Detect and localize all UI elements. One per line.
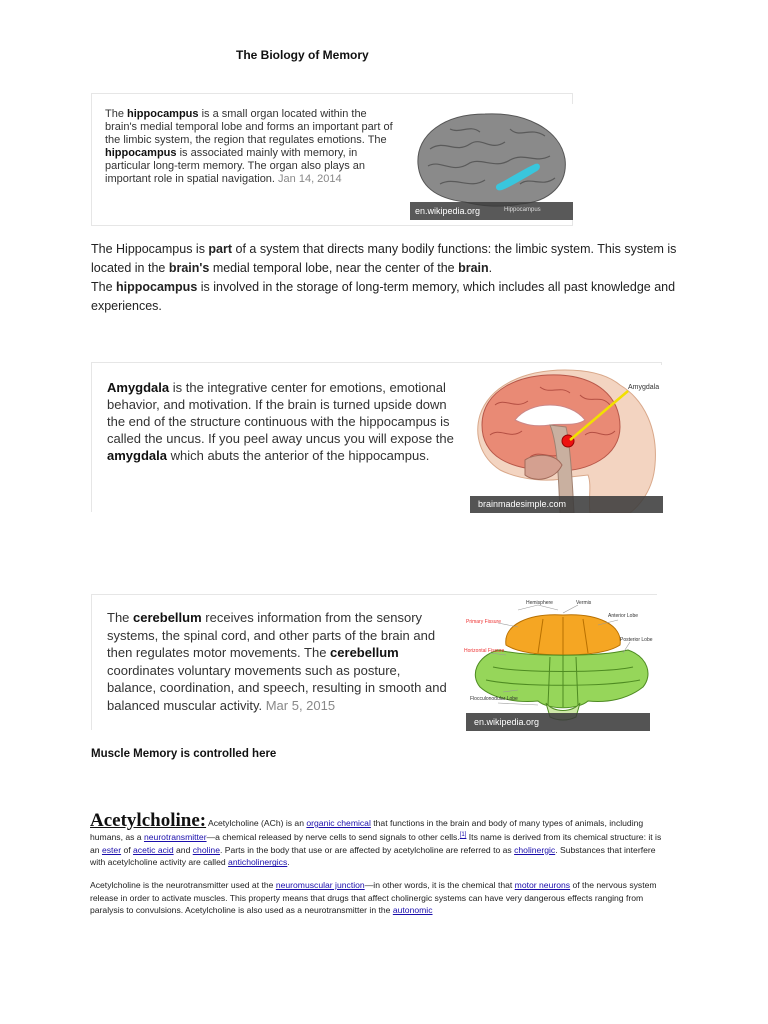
text-run: . Substances that interfere with acetylcholine activity are called [90, 844, 656, 868]
cerebellum-source-tag[interactable]: en.wikipedia.org [474, 717, 540, 727]
wiki-link[interactable]: choline [192, 844, 220, 855]
bold-term: part [208, 242, 233, 256]
text-run: The [107, 610, 134, 625]
bold-term: cerebellum [133, 610, 202, 625]
text-run: receives information from the sensory systems, the spinal cord, and other parts of the brain and then regulates motor movements. The [107, 610, 436, 660]
hippocampus-card [91, 93, 573, 226]
hippocampus-paragraph [91, 240, 691, 316]
acetylcholine-heading: Acetylcholine: [90, 810, 207, 831]
amygdala-card [91, 362, 662, 512]
text-run: is the integrative center for emotions, emotional behavior, and motivation. If the brain is turned upside down the end of the structure continuous with the hippocampus is called the uncus. If you peel away uncus you will expose the [107, 380, 454, 446]
wiki-link[interactable]: ester [101, 844, 122, 855]
text-run: —a chemical released by nerve cells to send signals to other cells. [206, 832, 460, 843]
text-run: Its name is derived from its chemical structure: it is an [90, 832, 662, 855]
wiki-link[interactable]: organic chemical [306, 818, 371, 828]
hippocampus-card-text [105, 108, 400, 186]
bold-term: amygdala [107, 448, 167, 463]
amygdala-source-tag[interactable]: brainmadesimple.com [478, 499, 567, 509]
text-run: medial temporal lobe, near the center of the [209, 261, 459, 275]
acetylcholine-paragraph-1 [90, 810, 672, 869]
text-run: of [121, 844, 134, 855]
card1-date: Jan 14, 2014 [274, 173, 342, 185]
bold-term: cerebellum [330, 645, 399, 660]
wiki-link[interactable]: [1] [459, 832, 467, 839]
wiki-link[interactable]: autonomic [392, 905, 433, 915]
label-horizontal-fissure: Horizontal Fissure [464, 648, 505, 654]
text-run: —in other words, it is the chemical that [364, 880, 515, 890]
wiki-link[interactable]: neurotransmitter [143, 832, 207, 843]
text-run: . Parts in the body that use or are affected by acetylcholine are referred to as [219, 844, 515, 855]
amygdala-image-label: Amygdala [628, 384, 660, 391]
text-run: of a system that directs many bodily functions: the limbic system. This system is located in the [91, 242, 677, 275]
hippocampus-source-tag[interactable]: en.wikipedia.org [415, 206, 481, 216]
wiki-link[interactable]: cholinergic [514, 844, 556, 855]
text-run: and [173, 844, 193, 855]
text-run: of the nervous system release in order to activate muscles. This property means that drugs that affect cholinergic systems can have very dangerous effects ranging from paralysis to convulsions. Acetylcholine is also used as a neurotransmitter in the [90, 880, 657, 915]
amygdala-card-text [107, 379, 459, 464]
wiki-link[interactable]: acetic acid [133, 844, 174, 855]
bold-term: hippocampus [105, 147, 177, 159]
wiki-link[interactable]: motor neurons [514, 880, 571, 890]
bold-term: hippocampus [127, 108, 199, 120]
text-run: coordinates voluntary movements such as posture, balance, coordination, and speech, resulting in smooth and balanced muscular activity. [107, 662, 447, 713]
text-run: that functions in the brain and body of many types of animals, including humans, as a [90, 818, 644, 843]
text-run: is involved in the storage of long-term memory, which includes all past knowledge and experiences. [91, 280, 676, 313]
acetylcholine-paragraph-2 [90, 879, 672, 917]
text-run: The [91, 280, 117, 294]
hippocampus-image-label: Hippocampus [504, 207, 541, 213]
text-run: The Hippocampus is [91, 242, 209, 256]
label-flocculonodular: Flocculonodular Lobe [470, 696, 518, 702]
label-hemisphere: Hemisphere [526, 600, 553, 606]
document-title: The Biology of Memory [236, 48, 369, 62]
label-anterior-lobe: Anterior Lobe [608, 613, 639, 619]
cerebellum-card-text [107, 609, 447, 714]
text-run: which abuts the anterior of the hippocampus. [166, 448, 430, 463]
bold-term: Amygdala [107, 380, 170, 395]
text-run: . [488, 261, 493, 275]
label-vermis: Vermis [576, 600, 592, 606]
text-run: . [287, 857, 290, 868]
bold-term: brain [458, 261, 489, 275]
text-run: Acetylcholine (ACh) is an [206, 818, 307, 828]
bold-term: brain's [168, 261, 210, 275]
card3-date: Mar 5, 2015 [262, 697, 336, 713]
cerebellum-card [91, 594, 657, 730]
label-primary-fissure: Primary Fissure [466, 619, 502, 625]
cerebellum-diagram [458, 595, 658, 731]
wiki-link[interactable]: anticholinergics [228, 857, 288, 868]
text-run: is a small organ located within the brain's medial temporal lobe and forms an important part of the limbic system, the region that regulates emotions. The [105, 108, 393, 146]
text-run: The [105, 108, 128, 120]
label-posterior-lobe: Posterior Lobe [620, 637, 653, 643]
wiki-link[interactable]: neuromuscular junction [275, 880, 365, 890]
muscle-memory-caption: Muscle Memory is controlled here [91, 748, 277, 760]
text-run: Acetylcholine is the neurotransmitter used at the [90, 880, 276, 890]
text-run: is associated mainly with memory, in particular long-term memory. The organ also plays an important role in spatial navigation. [105, 147, 366, 185]
bold-term: hippocampus [116, 280, 198, 294]
hippocampus-brain-image [410, 104, 573, 220]
